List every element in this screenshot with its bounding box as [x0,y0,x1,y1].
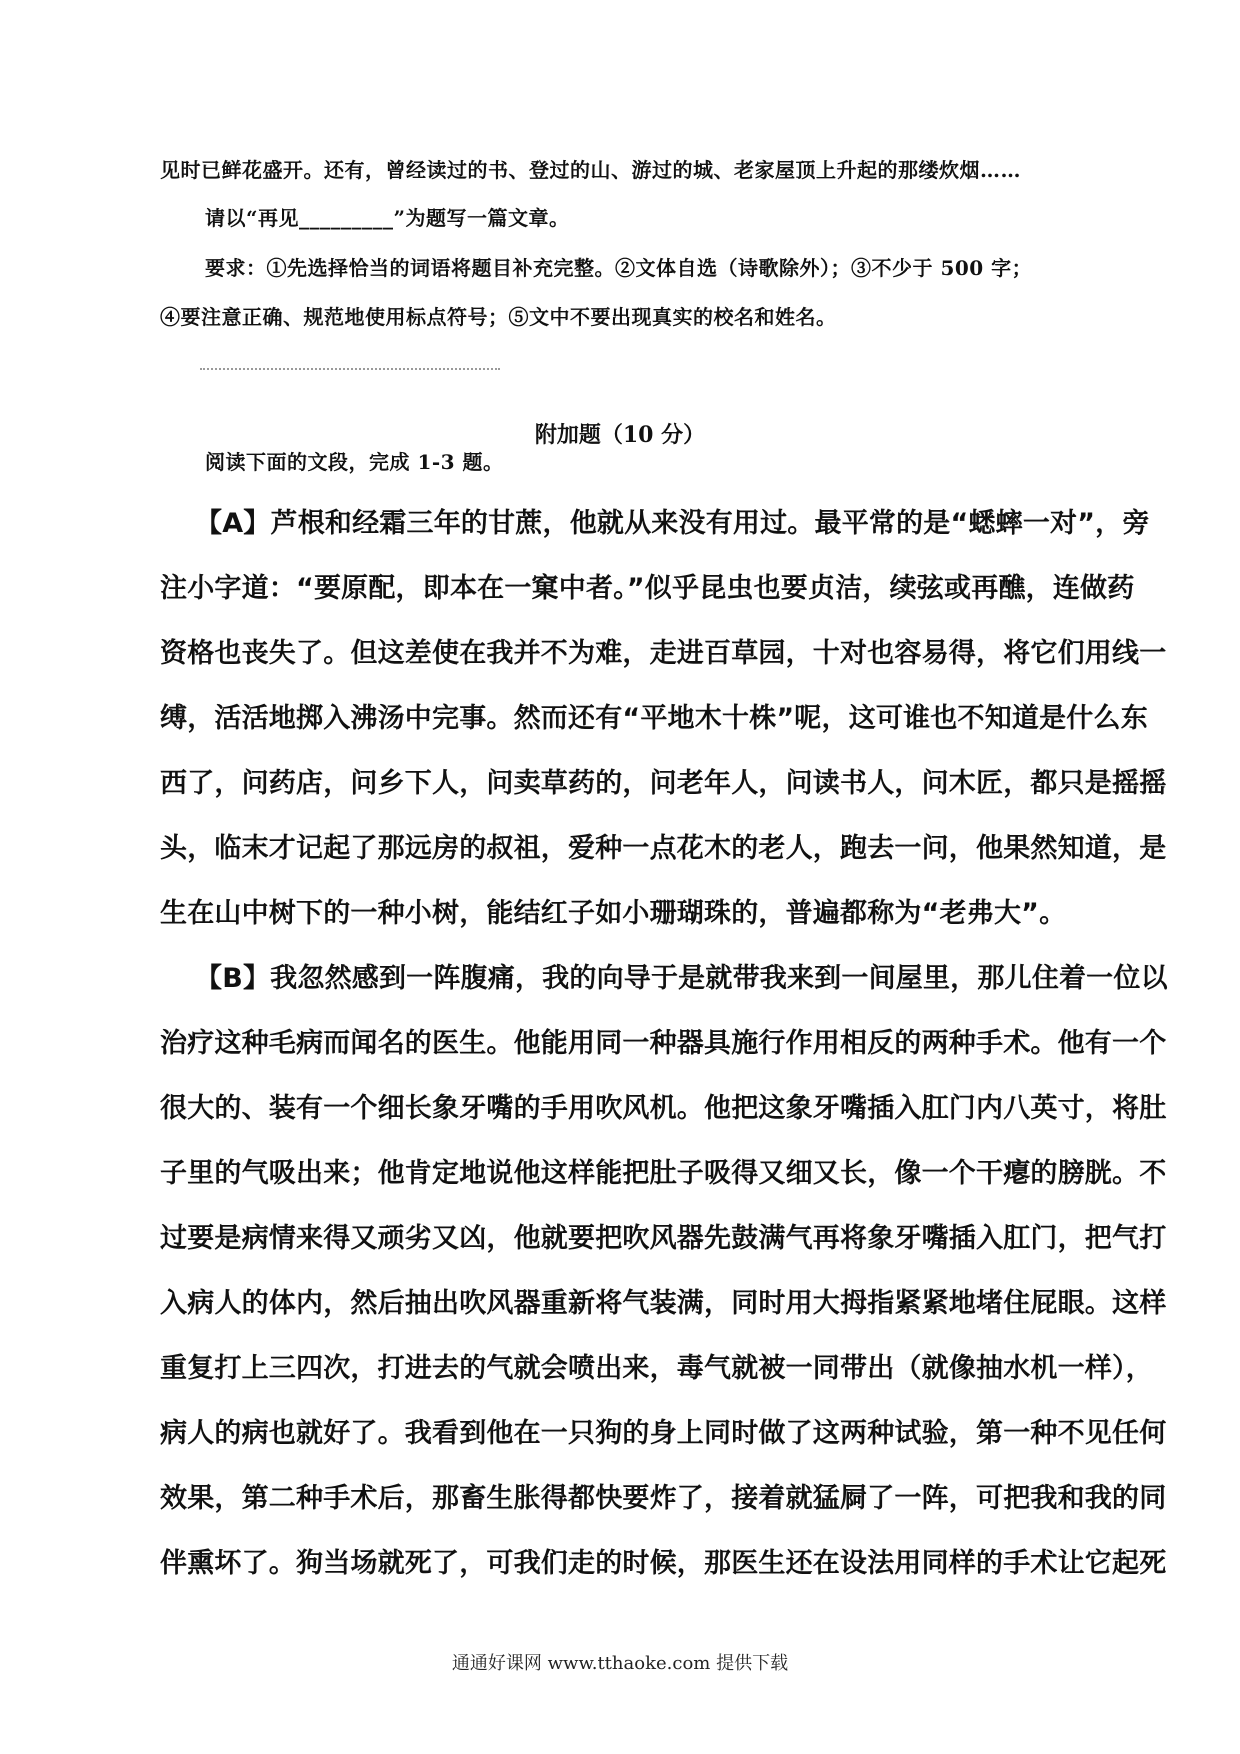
passage-line: 重复打上三四次，打进去的气就会喷出来，毒气就被一同带出（就像抽水机一样）， [160,1353,1153,1384]
passage-line: 【A】芦根和经霜三年的甘蔗，他就从来没有用过。最平常的是“蟋蟀一对”，旁 [195,508,1150,539]
bonus-heading: 附加题（10 分） [534,422,706,448]
page-footer: 通通好课网 www.tthaoke.com 提供下载 [451,1653,789,1674]
passage-line: 治疗这种毛病而闻名的医生。他能用同一种器具施行作用相反的两种手术。他有一个 [160,1028,1167,1059]
essay-prompt-line: 见时已鲜花盛开。还有，曾经读过的书、登过的山、游过的城、老家屋顶上升起的那缕炊烟…… [160,158,1021,182]
passage-line: 注小字道：“要原配，即本在一窠中者。”似乎昆虫也要贞洁，续弦或再醮，连做药 [160,573,1135,604]
passage-line: 入病人的体内，然后抽出吹风器重新将气装满，同时用大拇指紧紧地堵住屁眼。这样 [160,1288,1167,1319]
passage-line: 【B】我忽然感到一阵腹痛，我的向导于是就带我来到一间屋里，那儿住着一位以 [195,963,1168,994]
passage-line: 头，临末才记起了那远房的叔祖，爱种一点花木的老人，跑去一问，他果然知道，是 [160,833,1167,864]
passage-line: 西了，问药店，问乡下人，问卖草药的，问老年人，问读书人，问木匠，都只是摇摇 [160,768,1167,799]
passage-line: 过要是病情来得又顽劣又凶，他就要把吹风器先鼓满气再将象牙嘴插入肛门，把气打 [160,1223,1167,1254]
essay-title-instruction: 请以“再见_________”为题写一篇文章。 [205,206,570,230]
passage-line: 生在山中树下的一种小树，能结红子如小珊瑚珠的，普遍都称为“老弗大”。 [160,898,1067,929]
passage-line: 很大的、装有一个细长象牙嘴的手用吹风机。他把这象牙嘴插入肛门内八英寸，将肚 [160,1093,1167,1124]
essay-requirements-line: ④要注意正确、规范地使用标点符号；⑤文中不要出现真实的校名和姓名。 [160,305,837,329]
passage-line: 病人的病也就好了。我看到他在一只狗的身上同时做了这两种试验，第一种不见任何 [160,1418,1167,1449]
reading-instruction: 阅读下面的文段，完成 1-3 题。 [205,450,504,474]
passage-line: 缚，活活地掷入沸汤中完事。然而还有“平地木十株”呢，这可谁也不知道是什么东 [160,703,1148,734]
passage-line: 子里的气吸出来；他肯定地说他这样能把肚子吸得又细又长，像一个干瘪的膀胱。不 [160,1158,1167,1189]
essay-requirements-line: 要求：①先选择恰当的词语将题目补充完整。②文体自选（诗歌除外）；③不少于 500 字； [205,256,1033,280]
passage-line: 效果，第二种手术后，那畜生胀得都快要炸了，接着就猛屙了一阵，可把我和我的同 [160,1483,1167,1514]
passage-line: 伴熏坏了。狗当场就死了，可我们走的时候，那医生还在设法用同样的手术让它起死 [160,1548,1167,1579]
dotted-separator [200,368,500,371]
passage-line: 资格也丧失了。但这差使在我并不为难，走进百草园，十对也容易得，将它们用线一 [160,638,1167,669]
